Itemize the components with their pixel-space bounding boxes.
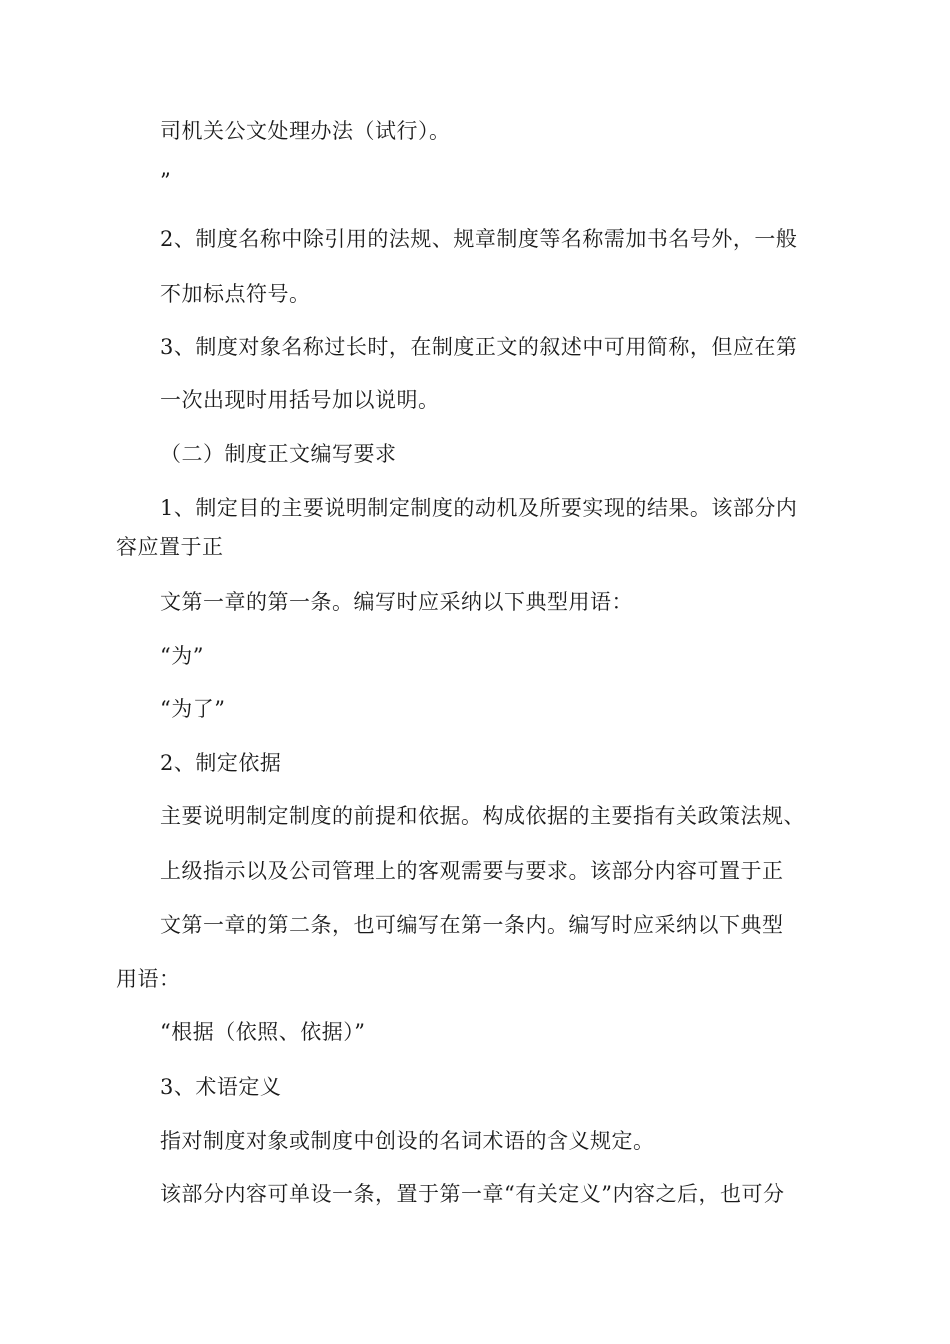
text-line: 主要说明制定制度的前提和依据。构成依据的主要指有关政策法规、 (160, 804, 805, 828)
text-line: 该部分内容可单设一条，置于第一章“有关定义”内容之后，也可分 (160, 1182, 785, 1206)
text-line: ” (160, 169, 172, 193)
text-line: “根据（依照、依据）” (160, 1020, 366, 1044)
subsection-heading: 3、术语定义 (160, 1075, 282, 1099)
text-line: “为” (160, 644, 204, 668)
text-line: 司机关公文处理办法（试行）。 (160, 119, 451, 143)
text-line: 上级指示以及公司管理上的客观需要与要求。该部分内容可置于正 (160, 859, 784, 883)
text-line: “为了” (160, 697, 226, 721)
text-line: 1、制定目的主要说明制定制度的动机及所要实现的结果。该部分内 (160, 496, 798, 520)
text-line: 文第一章的第一条。编写时应采纳以下典型用语： (160, 590, 633, 614)
text-line: 3、制度对象名称过长时，在制度正文的叙述中可用简称，但应在第 (160, 335, 798, 359)
text-line: 指对制度对象或制度中创设的名词术语的含义规定。 (160, 1129, 655, 1153)
text-line: 文第一章的第二条，也可编写在第一条内。编写时应采纳以下典型 (160, 913, 784, 937)
text-line: 用语： (116, 967, 181, 991)
section-heading: （二）制度正文编写要求 (160, 442, 397, 466)
subsection-heading: 2、制定依据 (160, 751, 282, 775)
text-line: 一次出现时用括号加以说明。 (160, 388, 440, 412)
text-line: 容应置于正 (116, 535, 224, 559)
text-line: 2、制度名称中除引用的法规、规章制度等名称需加书名号外，一般 (160, 227, 798, 251)
text-line: 不加标点符号。 (160, 282, 311, 306)
